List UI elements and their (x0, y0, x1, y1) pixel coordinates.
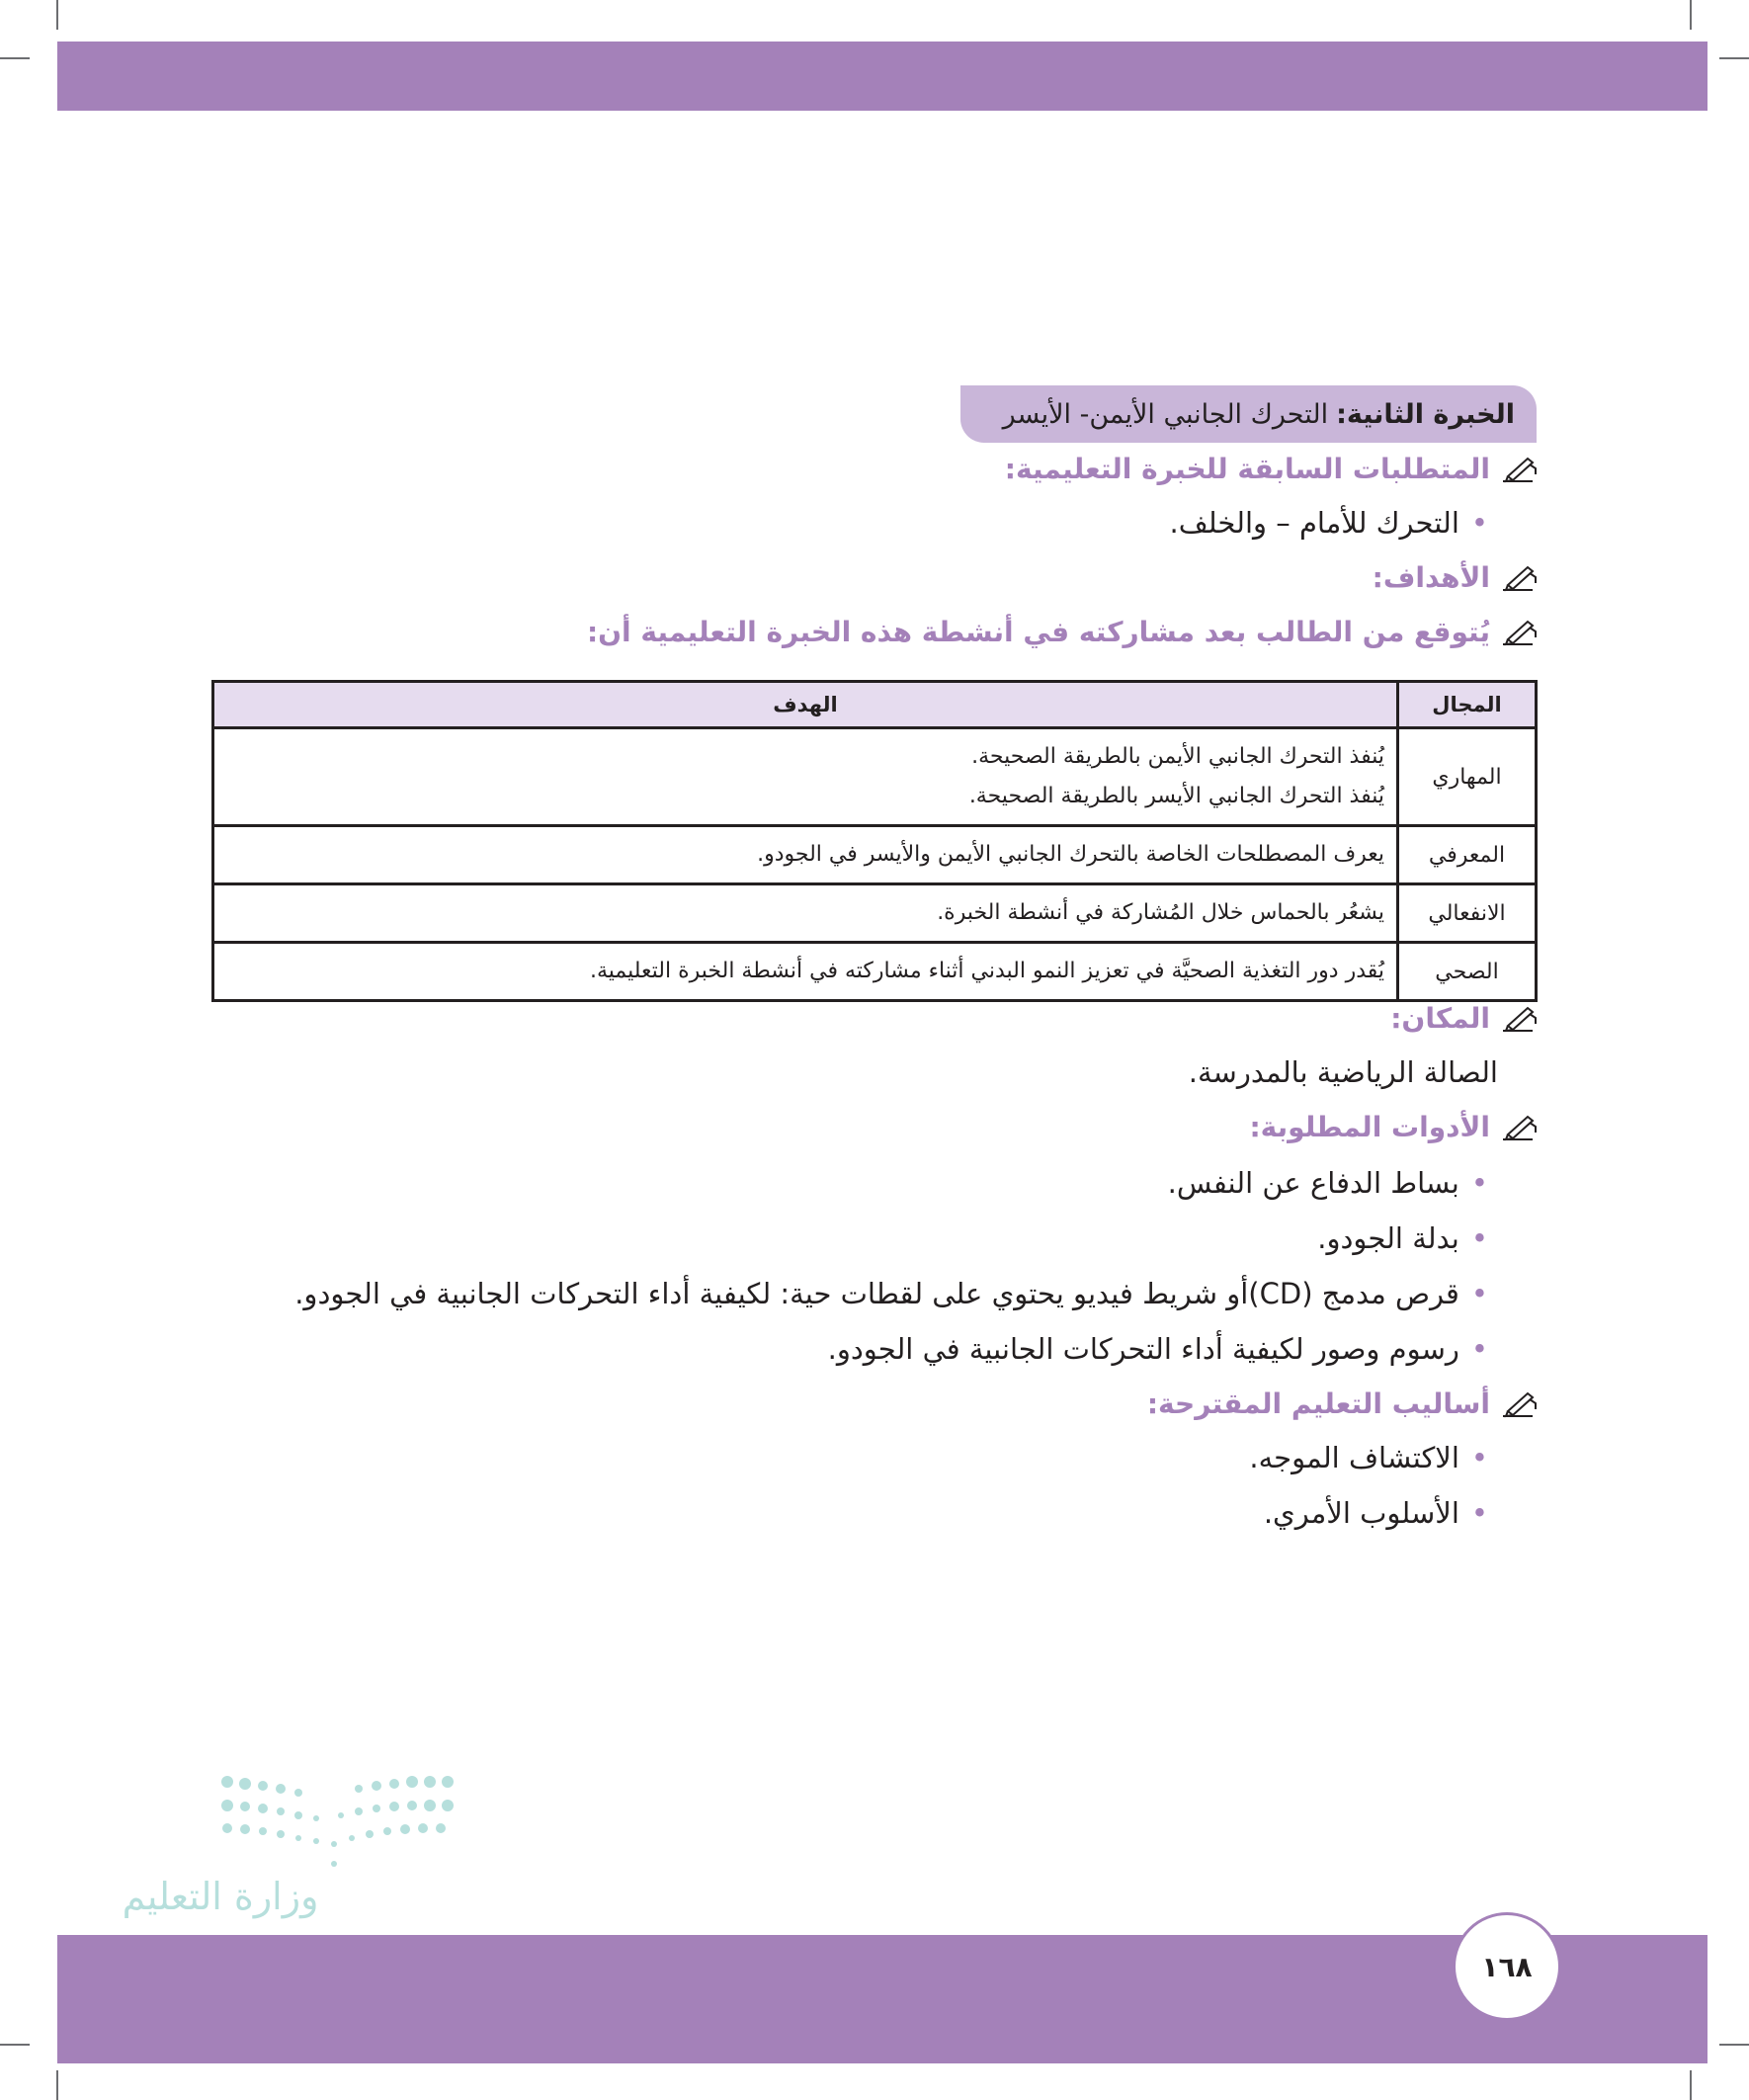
pen-writing-icon (1500, 455, 1538, 484)
goal-cell (213, 826, 1398, 884)
heading-text: الأهداف: (1372, 561, 1490, 594)
crop-mark (0, 57, 30, 59)
table-header-row (213, 682, 1537, 728)
pen-writing-icon (1500, 1004, 1538, 1034)
table-row (213, 826, 1537, 884)
domain-column-header: المجال (1398, 682, 1537, 728)
crop-mark (0, 2044, 30, 2046)
ministry-logo-text: وزارة التعليم (122, 1875, 319, 1918)
heading-text: يُتوقع من الطالب بعد مشاركته في أنشطة هذه الخبرة التعليمية أن: (586, 616, 1490, 648)
goal-text: يُنفذ التحرك الجانبي الأيمن بالطريقة الصحيحة. (971, 744, 1384, 769)
tool-item: • قرص مدمج (CD)أو شريط فيديو يحتوي على لقطات حية: لكيفية أداء التحركات الجانبية في الجودو. (294, 1277, 1488, 1310)
tool-item: • رسوم وصور لكيفية أداء التحركات الجانبية في الجودو. (828, 1332, 1488, 1366)
domain-cell: الصحي (1398, 943, 1537, 1001)
tools-heading (1249, 1111, 1538, 1143)
page-number: ١٦٨ (1453, 1912, 1561, 2021)
pen-writing-icon (1500, 563, 1538, 593)
place-heading (1390, 1002, 1538, 1035)
method-item: • الاكتشاف الموجه. (1249, 1441, 1488, 1474)
expectation-heading (587, 616, 1538, 648)
goal-cell (213, 728, 1398, 826)
pen-writing-icon (1500, 1389, 1538, 1419)
heading-text: المكان: (1390, 1002, 1490, 1035)
crop-mark (1690, 0, 1692, 30)
crop-mark (1719, 2044, 1749, 2046)
tool-item: • بدلة الجودو. (1317, 1221, 1488, 1255)
pen-writing-icon (1500, 1113, 1538, 1142)
goal-text: يشعُر بالحماس خلال المُشاركة في أنشطة الخبرة. (937, 900, 1384, 925)
domain-cell: المهاري (1398, 728, 1537, 826)
table-row (213, 943, 1537, 1001)
objectives-table (211, 680, 1538, 1002)
goal-cell (213, 943, 1398, 1001)
title-text: التحرك الجانبي الأيمن- الأيسر (1002, 398, 1329, 430)
place-text: الصالة الرياضية بالمدرسة. (1188, 1055, 1498, 1089)
domain-cell: الانفعالي (1398, 884, 1537, 943)
crop-mark (1690, 2070, 1692, 2100)
table-row (213, 884, 1537, 943)
crop-mark (56, 2070, 58, 2100)
domain-cell: المعرفي (1398, 826, 1537, 884)
objectives-heading (1373, 561, 1538, 594)
goal-cell (213, 884, 1398, 943)
prerequisite-item: • التحرك للأمام – والخلف. (1170, 506, 1488, 540)
method-item: • الأسلوب الأمري. (1264, 1496, 1488, 1530)
prerequisites-heading (1005, 453, 1538, 485)
table-row (213, 728, 1537, 826)
goal-text: يُنفذ التحرك الجانبي الأيسر بالطريقة الصحيحة. (968, 784, 1384, 808)
crop-mark (1719, 57, 1749, 59)
goal-text: يُقدر دور التغذية الصحيَّة في تعزيز النمو البدني أثناء مشاركته في أنشطة الخبرة التعليمية. (589, 959, 1384, 983)
heading-text: المتطلبات السابقة للخبرة التعليمية: (1004, 453, 1490, 485)
experience-title (960, 385, 1537, 443)
tool-item: • بساط الدفاع عن النفس. (1168, 1166, 1488, 1200)
heading-text: أساليب التعليم المقترحة: (1146, 1387, 1490, 1420)
goal-text: يعرف المصطلحات الخاصة بالتحرك الجانبي الأيمن والأيسر في الجودو. (757, 842, 1384, 867)
pen-writing-icon (1500, 618, 1538, 647)
methods-heading (1147, 1387, 1538, 1420)
heading-text: الأدوات المطلوبة: (1249, 1111, 1490, 1143)
title-label: الخبرة الثانية: (1336, 398, 1515, 430)
crop-mark (56, 0, 58, 30)
goal-column-header: الهدف (213, 682, 1398, 728)
top-band (57, 42, 1707, 111)
